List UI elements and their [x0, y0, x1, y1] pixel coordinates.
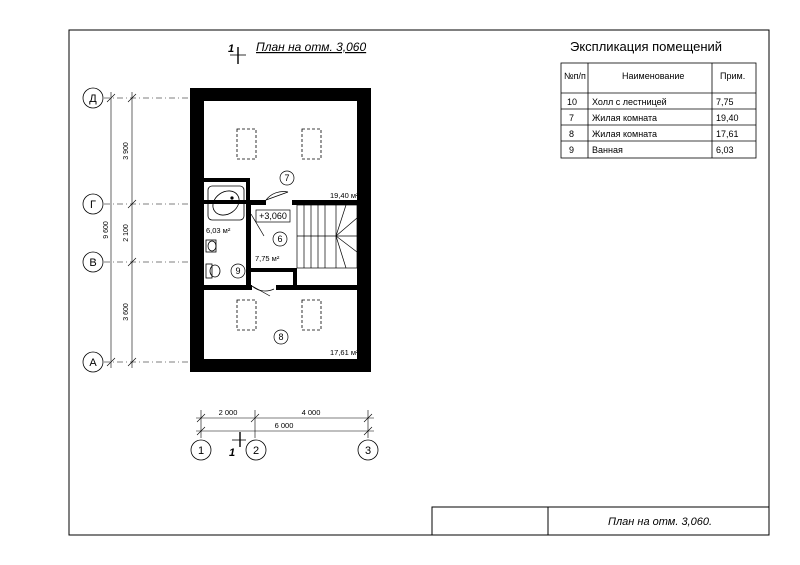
svg-text:Д: Д [89, 93, 97, 105]
section-mark-bottom: 1 [229, 447, 236, 459]
table-row-3-name: Жилая комната [592, 129, 658, 139]
svg-text:9: 9 [235, 266, 241, 276]
table-header-name: Наименование [622, 71, 685, 81]
axis-circle-d [83, 88, 103, 108]
svg-text:В: В [89, 257, 97, 269]
svg-text:1: 1 [197, 445, 205, 457]
plan-title: План на отм. 3,060 [256, 40, 367, 54]
dim-vertical-1: 3 900 [123, 142, 130, 160]
svg-text:2: 2 [252, 445, 260, 457]
table-row-2-name: Жилая комната [592, 113, 658, 123]
svg-text:6,03 м²: 6,03 м² [206, 226, 231, 235]
room-6-label [255, 232, 287, 263]
axis-circle-a [83, 352, 103, 372]
dim-horizontal-overall: 6 000 [274, 421, 294, 430]
svg-text:19,40 м²: 19,40 м² [330, 191, 359, 200]
dim-vertical-overall: 9 600 [103, 221, 110, 239]
table-row-3-note: 17,61 [716, 129, 739, 139]
table-row-4-num: 9 [569, 145, 575, 155]
title-block [432, 507, 769, 535]
axis-circle-v [83, 252, 103, 272]
stamp-title: План на отм. 3,060. [608, 516, 713, 528]
table-header-num: №п/п [564, 71, 586, 81]
table-row-4-name: Ванная [592, 145, 623, 155]
dim-horizontal-1: 2 000 [218, 408, 238, 417]
axis-circle-2 [246, 440, 266, 460]
axis-circle-g [83, 194, 103, 214]
table-row-1-note: 7,75 [716, 97, 734, 107]
staircase [297, 205, 357, 268]
explication-title: Экспликация помещений [570, 39, 723, 54]
table-row-1-name: Холл с лестницей [592, 97, 667, 107]
svg-text:3: 3 [364, 445, 372, 457]
svg-text:8: 8 [278, 332, 284, 342]
table-row-3-num: 8 [569, 129, 575, 139]
table-row-1-num: 10 [567, 97, 578, 107]
level-mark [256, 210, 290, 222]
dim-vertical-3: 3 600 [123, 303, 130, 321]
axis-circle-3 [358, 440, 378, 460]
table-row-4-note: 6,03 [716, 145, 734, 155]
dim-vertical-2: 2 100 [123, 224, 130, 242]
vertical-dimensions [107, 92, 136, 368]
svg-text:6: 6 [277, 234, 283, 244]
svg-text:7,75 м²: 7,75 м² [255, 254, 280, 263]
dim-horizontal-2: 4 000 [301, 408, 321, 417]
svg-text:17,61 м²: 17,61 м² [330, 348, 359, 357]
table-header-note: Прим. [720, 71, 746, 81]
svg-text:7: 7 [284, 173, 290, 183]
table-row-2-num: 7 [569, 113, 575, 123]
axis-circle-1 [191, 440, 211, 460]
axis-lines-horizontal [104, 98, 190, 362]
svg-text:+3,060: +3,060 [259, 211, 287, 221]
svg-text:Г: Г [90, 199, 96, 211]
section-mark-top: 1 [228, 43, 235, 55]
table-row-2-note: 19,40 [716, 113, 739, 123]
svg-text:А: А [89, 357, 97, 369]
